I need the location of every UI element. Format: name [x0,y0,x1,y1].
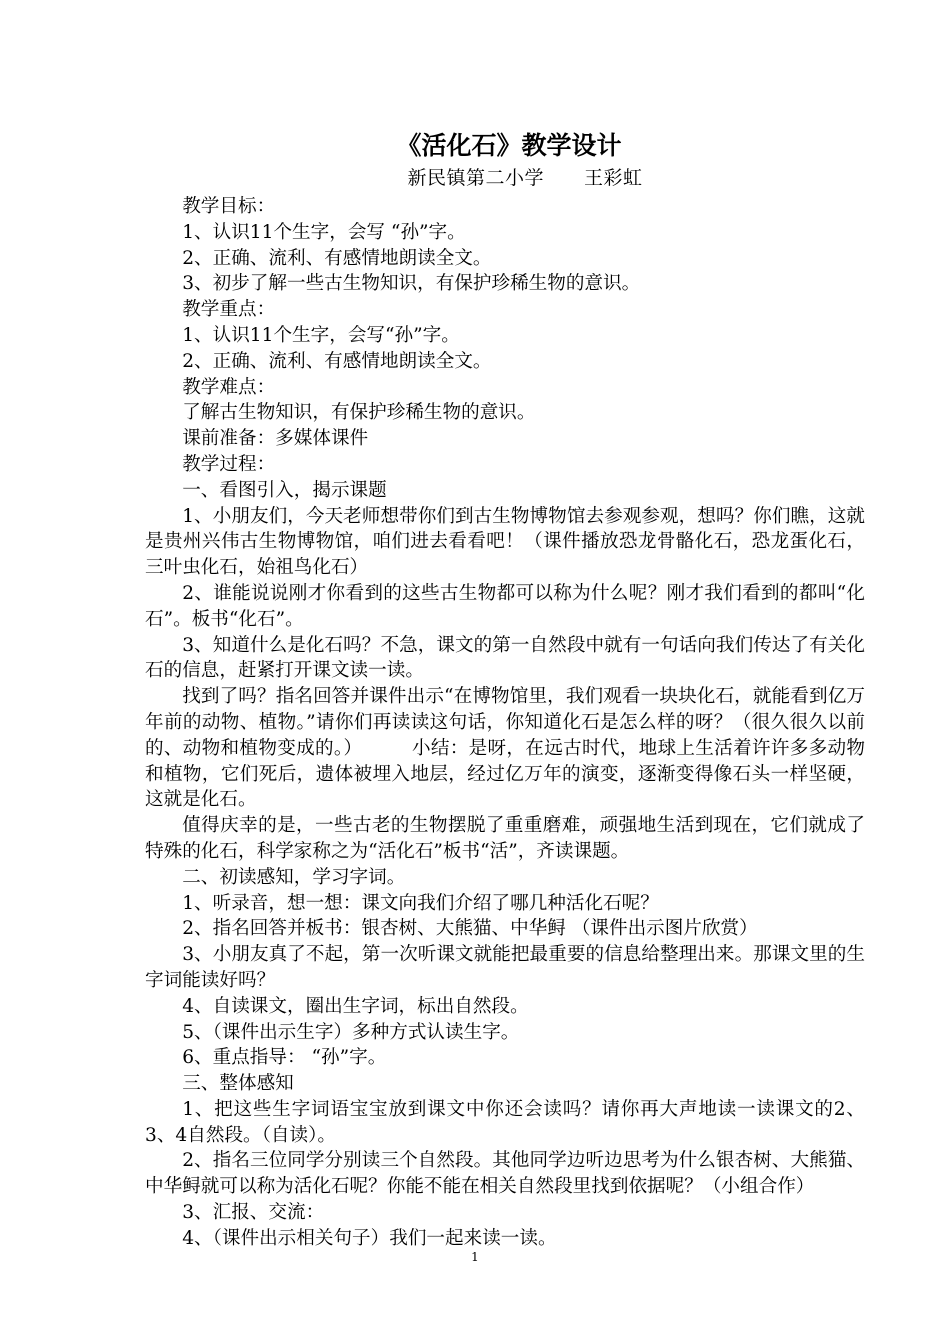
author-line [145,164,865,192]
paragraph: 6、重点指导： “孙”字。 [182,1047,387,1069]
paragraph: 1、把这些生字词语宝宝放到课文中你还会读吗？请你再大声地读一读课文的2、3、4自然段。（自读）。 [145,1098,865,1146]
paragraph: 教学重点： [182,299,276,321]
paragraph: 1、认识11个生字，会写 “孙”字。 [182,221,466,243]
paragraph: 2、正确、流利、有感情地朗读全文。 [182,350,492,372]
paragraph: 教学难点： [182,376,276,398]
author-name: 王彩虹 [584,167,643,189]
paragraph: 教学过程： [182,453,276,475]
paragraph: 4、（课件出示相关句子）我们一起来读一读。 [182,1227,557,1249]
paragraph: 二、初读感知，学习字词。 [182,866,406,888]
paragraph: 教学目标： [182,196,276,217]
document-body [145,194,865,1252]
paragraph: 1、认识11个生字，会写“孙”字。 [182,324,460,346]
paragraph: 1、小朋友们，今天老师想带你们到古生物博物馆去参观参观，想吗？你们瞧，这就是贵州兴伟古生物博物馆，咱们进去看看吧！（课件播放恐龙骨骼化石，恐龙蛋化石，三叶虫化石，始祖鸟化石） [145,505,865,579]
document-title: 《活化石》教学设计 [396,131,622,160]
school-name: 新民镇第二小学 [407,167,544,189]
paragraph: 2、正确、流利、有感情地朗读全文。 [182,247,492,269]
paragraph: 一、看图引入，揭示课题 [182,479,387,501]
paragraph: 4、自读课文，圈出生字词，标出自然段。 [182,995,529,1017]
paragraph: 值得庆幸的是，一些古老的生物摆脱了重重磨难，顽强地生活到现在，它们就成了特殊的化石，科学家称之为“活化石”板书“活”，齐读课题。 [145,815,865,862]
page-number: 1 [471,1250,479,1264]
paragraph: 5、（课件出示生字）多种方式认读生字。 [182,1021,520,1043]
paragraph: 2、指名三位同学分别读三个自然段。其他同学边听边思考为什么银杏树、大熊猫、中华鲟就可以称为活化石呢？你能不能在相关自然段里找到依据呢？（小组合作） [145,1150,865,1198]
paragraph: 课前准备：多媒体课件 [182,428,369,450]
paragraph: 3、小朋友真了不起，第一次听课文就能把最重要的信息给整理出来。那课文里的生字词能读好吗？ [145,944,865,991]
paragraph: 3、初步了解一些古生物知识，有保护珍稀生物的意识。 [182,273,641,295]
paragraph: 3、知道什么是化石吗？不急，课文的第一自然段中就有一句话向我们传达了有关化石的信息，赶紧打开课文读一读。 [145,634,865,682]
paragraph: 1、听录音，想一想：课文向我们介绍了哪几种活化石呢？ [182,892,659,914]
paragraph: 2、指名回答并板书：银杏树、大熊猫、中华鲟 （课件出示图片欣赏） [182,918,758,940]
paragraph: 找到了吗？指名回答并课件出示“在博物馆里，我们观看一块块化石，就能看到亿万年前的动物、植物。”请你们再读读这句话，你知道化石是怎么样的呀？（很久很久以前的、动物和植物变成的。） 小结：是呀，在远古时代，地球上生活着许许多多动物和植物，它们死后，遗体被埋入地层，经过亿万年的演变，逐渐变得像石头一样坚硬，这就是化石。 [145,686,865,811]
paragraph: 3、汇报、交流： [182,1202,325,1224]
paragraph: 三、整体感知 [182,1073,294,1095]
paragraph: 了解古生物知识，有保护珍稀生物的意识。 [182,402,536,424]
paragraph: 2、谁能说说刚才你看到的这些古生物都可以称为什么呢？刚才我们看到的都叫“化石”。板书“化石”。 [145,582,865,630]
document-page [145,128,865,1252]
